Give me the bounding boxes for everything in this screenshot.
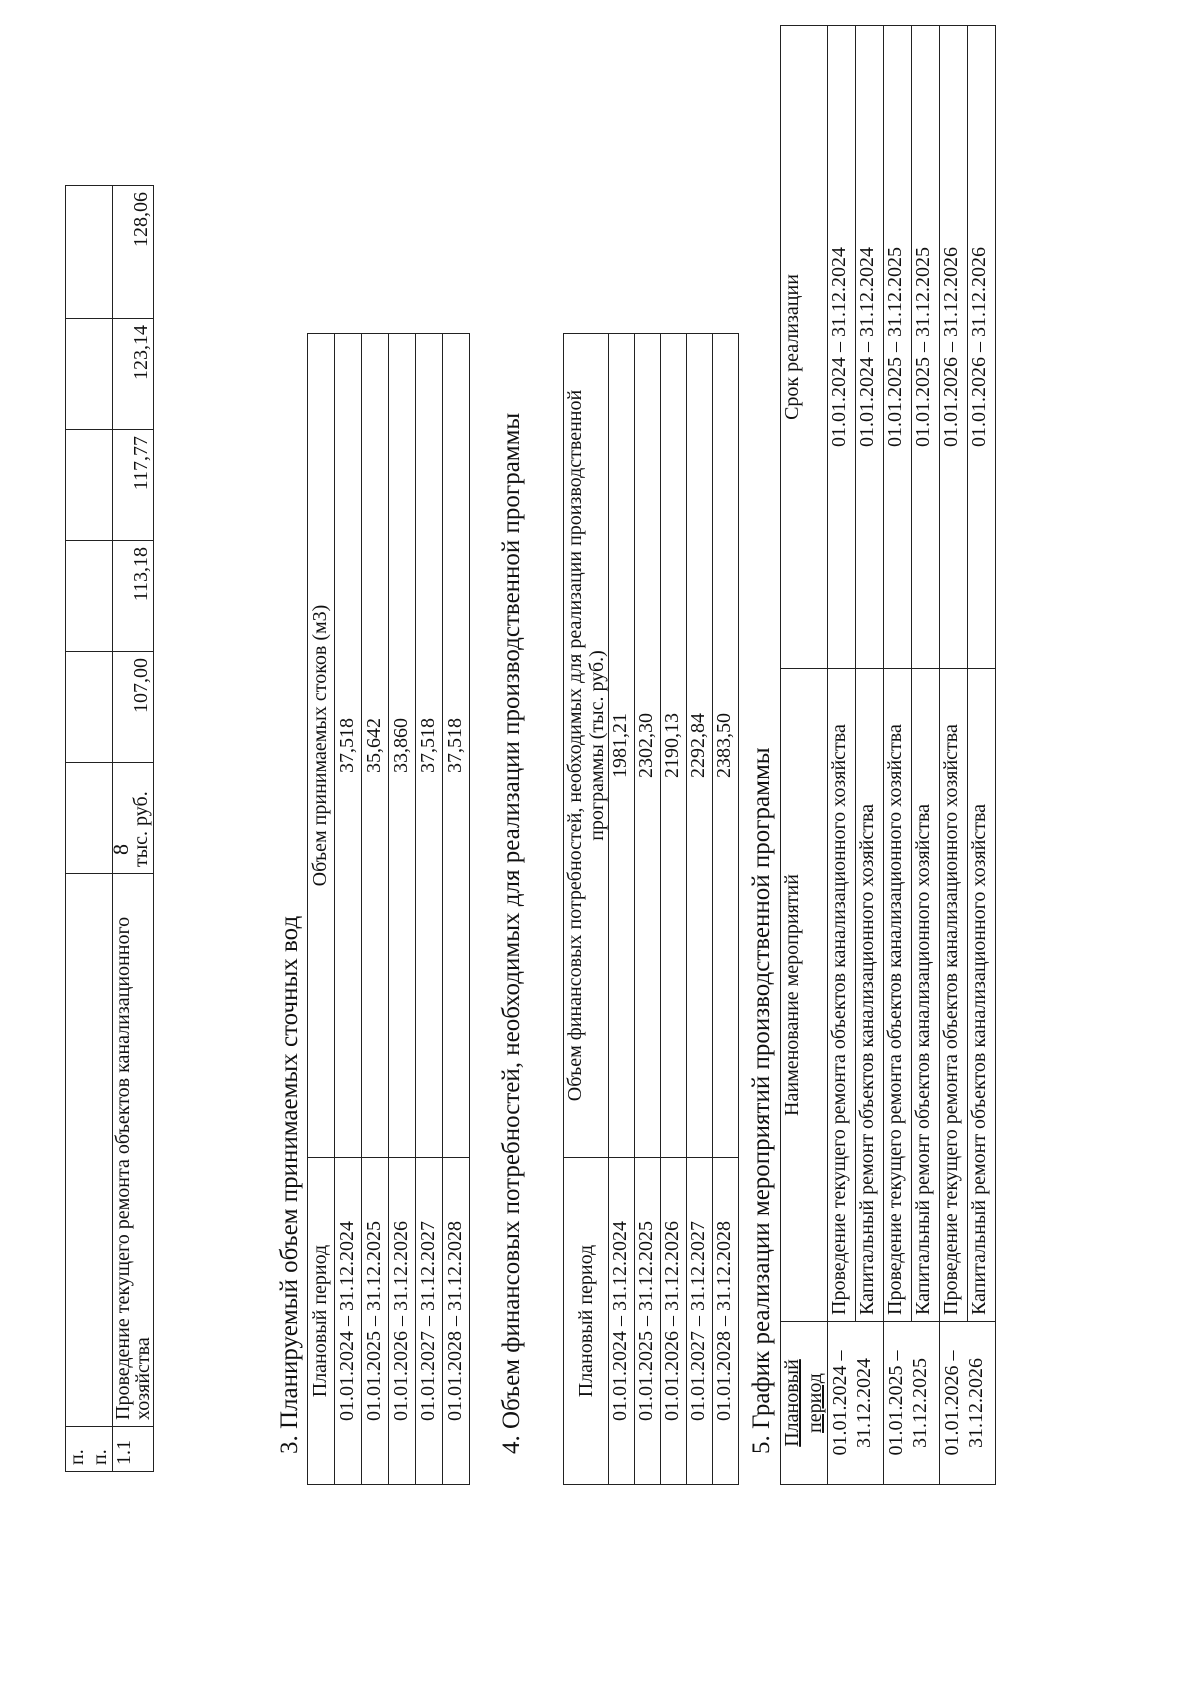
table-row — [66, 186, 113, 1472]
value-cell: 107,00 — [113, 652, 154, 763]
col-amount-header: Объем финансовых потребностей, необходимых для реализации производственной программы (тыс. руб.) — [564, 334, 609, 1158]
term-cell: 01.01.2024 – 31.12.2024 — [828, 26, 856, 669]
table-header-row — [781, 26, 828, 1485]
section4-title: 4. Объем финансовых потребностей, необходимых для реализации производственной программы — [498, 412, 525, 1454]
term-cell: 01.01.2025 – 31.12.2025 — [884, 26, 912, 669]
table-row — [335, 334, 362, 1485]
value-cell: 2302,30 — [635, 334, 661, 1158]
value-cell: 2190,13 — [661, 334, 687, 1158]
period-cell: 01.01.2028 – 31.12.2028 — [443, 1158, 470, 1485]
value-cell: 33,860 — [389, 334, 416, 1158]
table-row — [687, 334, 713, 1485]
table-row — [416, 334, 443, 1485]
value-cell: 37,518 — [416, 334, 443, 1158]
cell — [66, 186, 113, 319]
value-cell: 35,642 — [362, 334, 389, 1158]
value-cell: 117,77 — [113, 430, 154, 541]
term-cell: 01.01.2025 – 31.12.2025 — [912, 26, 940, 669]
table-row — [884, 26, 912, 1485]
table-row — [912, 26, 940, 1485]
event-name-cell: Капитальный ремонт объектов канализационного хозяйства — [856, 669, 884, 1322]
table-row — [828, 26, 856, 1485]
section3-title: 3. Планируемый объем принимаемых сточных вод — [276, 915, 303, 1454]
term-cell: 01.01.2026 – 31.12.2026 — [968, 26, 996, 669]
value-cell: 37,518 — [443, 334, 470, 1158]
col-num-header: п. п. — [66, 1427, 113, 1472]
period-cell: 01.01.2026 – 31.12.2026 — [389, 1158, 416, 1485]
col-period-header: Плановый период — [308, 1158, 335, 1485]
period-cell: 01.01.2025 – 31.12.2025 — [362, 1158, 389, 1485]
event-name-cell: Проведение текущего ремонта объектов канализационного хозяйства — [940, 669, 968, 1322]
col-name-header: Наименование мероприятий — [781, 669, 828, 1322]
period-cell: 01.01.2025 – 31.12.2025 — [635, 1158, 661, 1485]
col-term-header: Срок реализации — [781, 26, 828, 669]
period-cell: 01.01.2024 – 31.12.2024 — [828, 1322, 884, 1485]
table-row — [113, 186, 154, 1472]
col-volume-header: Объем принимаемых стоков (м3) — [308, 334, 335, 1158]
cell — [66, 874, 113, 1427]
table-row — [362, 334, 389, 1485]
event-name-cell: Проведение текущего ремонта объектов канализационного хозяйства — [884, 669, 912, 1322]
financial-needs-table — [563, 333, 739, 1485]
cell — [66, 319, 113, 430]
event-name-cell: Капитальный ремонт объектов канализационного хозяйства — [968, 669, 996, 1322]
table-header-row — [308, 334, 335, 1485]
value-cell: 1981,21 — [609, 334, 635, 1158]
period-cell: 01.01.2027 – 31.12.2027 — [687, 1158, 713, 1485]
page-number: 8 — [108, 844, 133, 855]
value-cell: 128,06 — [113, 186, 154, 319]
period-cell: 01.01.2027 – 31.12.2027 — [416, 1158, 443, 1485]
row-num: 1.1 — [113, 1427, 154, 1472]
schedule-table — [780, 25, 996, 1485]
table-row — [635, 334, 661, 1485]
cell — [66, 763, 113, 874]
col-period-header: Плановый период — [781, 1322, 828, 1485]
row-unit: тыс. руб. — [113, 763, 154, 874]
term-cell: 01.01.2024 – 31.12.2024 — [856, 26, 884, 669]
table-row — [443, 334, 470, 1485]
section5-title: 5. График реализации мероприятий производственной программы — [748, 747, 775, 1454]
value-cell: 113,18 — [113, 541, 154, 652]
event-name-cell: Капитальный ремонт объектов канализационного хозяйства — [912, 669, 940, 1322]
period-cell: 01.01.2026 – 31.12.2026 — [940, 1322, 996, 1485]
term-cell: 01.01.2026 – 31.12.2026 — [940, 26, 968, 669]
row-name: Проведение текущего ремонта объектов канализационного хозяйства — [113, 874, 154, 1427]
table-row — [389, 334, 416, 1485]
table-row — [940, 26, 968, 1485]
event-name-cell: Проведение текущего ремонта объектов канализационного хозяйства — [828, 669, 856, 1322]
table-row — [609, 334, 635, 1485]
table-row — [661, 334, 687, 1485]
period-cell: 01.01.2025 – 31.12.2025 — [884, 1322, 940, 1485]
value-cell: 37,518 — [335, 334, 362, 1158]
value-cell: 2383,50 — [713, 334, 739, 1158]
table-header-row — [564, 334, 609, 1485]
cell — [66, 652, 113, 763]
table-row — [856, 26, 884, 1485]
period-cell: 01.01.2024 – 31.12.2024 — [609, 1158, 635, 1485]
cell — [66, 541, 113, 652]
period-cell: 01.01.2024 – 31.12.2024 — [335, 1158, 362, 1485]
wastewater-volume-table — [307, 333, 470, 1485]
costs-table — [65, 185, 154, 1472]
period-cell: 01.01.2028 – 31.12.2028 — [713, 1158, 739, 1485]
table-row — [968, 26, 996, 1485]
value-cell: 2292,84 — [687, 334, 713, 1158]
period-cell: 01.01.2026 – 31.12.2026 — [661, 1158, 687, 1485]
table-row — [713, 334, 739, 1485]
col-period-header: Плановый период — [564, 1158, 609, 1485]
cell — [66, 430, 113, 541]
value-cell: 123,14 — [113, 319, 154, 430]
